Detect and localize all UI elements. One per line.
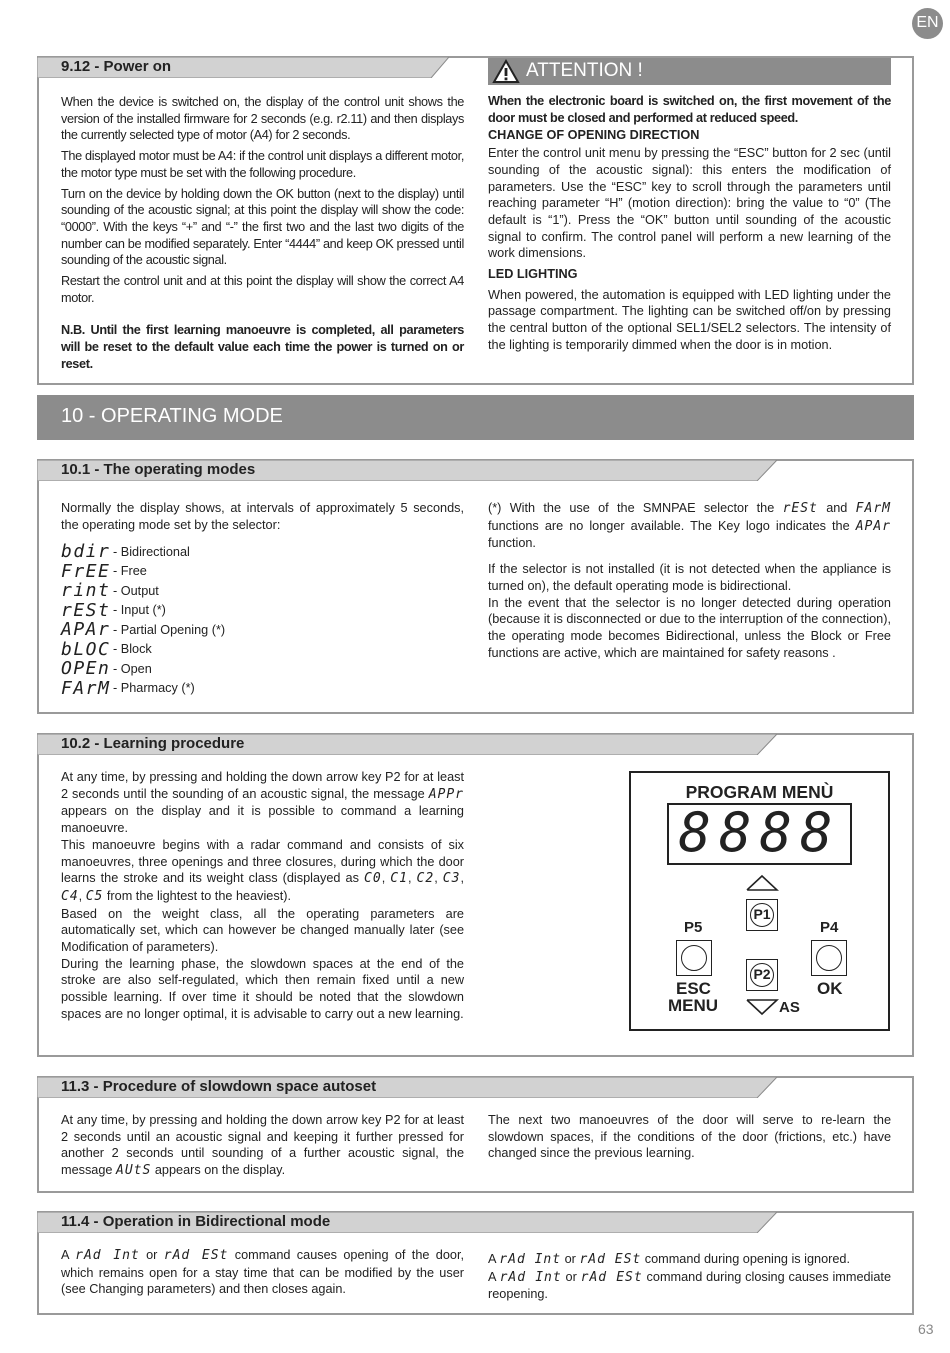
text: appears on the display. (154, 1163, 286, 1178)
section-9-12-text (61, 94, 464, 373)
attention-title: ATTENTION ! (526, 60, 643, 81)
weight-class-code: C2 (416, 871, 435, 887)
mode-code: rint (61, 580, 111, 602)
section-11-3-title: 11.3 - Procedure of slowdown space autoset (61, 1078, 377, 1095)
section-11-4-header (37, 1212, 777, 1232)
mode-description: - Input (*) (113, 603, 166, 618)
mode-description: - Bidirectional (113, 544, 190, 559)
section-11-4-title: 11.4 - Operation in Bidirectional mode (61, 1213, 331, 1230)
list-item (61, 542, 225, 562)
section-10-1-title: 10.1 - The operating modes (61, 461, 256, 478)
down-arrow-icon (745, 998, 779, 1016)
list-item (61, 581, 225, 601)
attention-text (488, 93, 891, 354)
language-badge-label: EN (916, 14, 939, 31)
bidirectional-right-text (488, 1251, 891, 1303)
display-digits: 8888 (678, 801, 841, 864)
paragraph: The displayed motor must be A4: if the control unit displays a different motor, the motor type must be set with the following procedure. (61, 149, 464, 180)
paragraph (61, 1112, 464, 1180)
heading-opening-direction: CHANGE OF OPENING DIRECTION (488, 128, 700, 143)
text: or (146, 1248, 158, 1262)
paragraph (61, 1247, 464, 1298)
weight-class-code: C1 (390, 871, 408, 887)
section-9-12-header (37, 57, 449, 77)
paragraph: When powered, the automation is equipped with LED lighting under the passage compartment. The lighting can be switched off/on by pressing the central button of the optional SEL1/SEL2 selectors. The intensity of the lighting is temporarily dimmed when the door is in motion. (488, 287, 891, 352)
attention-bold: When the electronic board is switched on, the first movement of the door must be closed and performed at reduced speed. (488, 94, 891, 125)
paragraph: Turn on the device by holding down the OK button (next to the display) until sounding of the acoustic signal; at this point the display will show the code: “0000”. With the keys “+” and “-” the first two and the last two digits of the number can be modified separately. Enter “4444” and keep OK pressed until sounding of the acoustic signal. (61, 186, 464, 268)
paragraph: In the event that the selector is no longer detected during operation (because it is disconnected or due to the interruption of the connection), the operating mode becomes Bidirectional, unless the Block or Free functions are active, which are maintained for safety reasons . (488, 595, 891, 660)
p4-label: P4 (820, 919, 839, 936)
weight-class-code: C4 (61, 888, 79, 904)
text: A (488, 1269, 496, 1284)
paragraph (488, 1269, 891, 1303)
esc-label: ESC (676, 979, 711, 998)
chapter-10-title: 10 - OPERATING MODE (61, 405, 283, 427)
heading-led-lighting: LED LIGHTING (488, 267, 578, 282)
list-item (61, 659, 225, 679)
paragraph: When the device is switched on, the display of the control unit shows the version of the installed firmware for 2 seconds (e.g. r2.11) and then displays the currently selected type of motor (A4) for 2 seconds. (61, 95, 464, 143)
p1-label: P1 (753, 906, 771, 922)
display-code: rAd Int (499, 1269, 562, 1285)
paragraph (61, 769, 464, 837)
mode-description: - Free (113, 564, 147, 579)
text: function. (488, 536, 536, 551)
display-code: APPr (428, 786, 464, 802)
up-arrow-icon (745, 874, 779, 892)
list-item (61, 601, 225, 621)
text: command during closing causes immediate reopening. (488, 1269, 892, 1302)
autoset-right-text: The next two manoeuvres of the door will serve to re-learn the slowdown spaces, if the conditions of the door (frictions, etc.) have changed since the previous learning. (488, 1113, 891, 1161)
mode-description: - Output (113, 583, 159, 598)
display-code: rAd Int (75, 1248, 140, 1263)
section-10-2-header (37, 734, 777, 754)
display-code: AUtS (116, 1163, 152, 1179)
paragraph: Restart the control unit and at this point the display will show the correct A4 motor. (61, 274, 464, 305)
display-code: rAd ESt (579, 1252, 642, 1267)
mode-description: - Partial Opening (*) (113, 622, 226, 637)
section-9-12-title: 9.12 - Power on (61, 58, 172, 75)
page-number: 63 (918, 1321, 934, 1337)
section-10-2-title: 10.2 - Learning procedure (61, 735, 245, 752)
section-10-1-header (37, 460, 777, 480)
display-code: rESt (782, 501, 818, 516)
text: appears on the display and it is possible to command a learning manoeuvre. (61, 804, 464, 836)
display-code: rAd ESt (163, 1248, 229, 1263)
mode-description: - Pharmacy (*) (113, 681, 195, 696)
p2-label: P2 (753, 966, 771, 982)
paragraph (488, 1251, 891, 1269)
as-label: AS (779, 999, 800, 1016)
autoset-left-text (61, 1112, 464, 1180)
paragraph: If the selector is not installed (it is not detected when the appliance is turned on), the default operating mode is bidirectional. (488, 562, 891, 593)
display-code: FArM (855, 501, 891, 516)
section-11-3-header (37, 1077, 777, 1097)
list-item (61, 562, 225, 582)
operating-modes-notes (488, 500, 891, 661)
text: or (565, 1269, 577, 1284)
text: This manoeuvre begins with a radar command and consists of six manoeuvres, three openings and three closures, during which the door learns the stroke and its weight class (displayed as (61, 837, 464, 886)
bidirectional-left-text (61, 1247, 464, 1298)
text: A (61, 1248, 69, 1262)
weight-class-code: C0 (364, 871, 382, 887)
weight-class-code: C5 (85, 888, 104, 904)
text: A (488, 1252, 496, 1266)
text: functions are no longer available. The Key logo indicates the (488, 518, 850, 533)
mode-code: bdir (61, 541, 111, 563)
paragraph: This manoeuvre begins with a radar command and consists of six manoeuvres, three openings and three closures, during which the door learns the stroke and its weight class (displayed as C0, C1, C2, C3, C4, C5 from the lightest to the heaviest). (61, 837, 464, 904)
menu-label: MENU (668, 996, 719, 1015)
display-code: APAr (855, 518, 891, 534)
paragraph: Based on the weight class, all the operating parameters are automatically set, which can however be changed manually later (see Modification of parameters). (61, 906, 464, 955)
operating-modes-list (61, 542, 225, 698)
paragraph: Enter the control unit menu by pressing the “ESC” button for 2 sec (until sounding of the acoustic signal): this enters the modification of parameters. Use the “ESC” key to scroll through the parameters until reaching parameter “H” (motion direction): bring the value to “0” (The default is “1”). Press the “OK” button until sounding of the acoustic signal to confirm. The control panel will perform a new learning of the work dimensions. (488, 146, 891, 261)
mode-description: - Block (113, 642, 152, 657)
ok-label: OK (817, 979, 843, 998)
display-code: rAd Int (499, 1252, 562, 1267)
mode-code: APAr (61, 619, 111, 641)
mode-code: FrEE (61, 560, 111, 582)
selector-note (488, 500, 891, 552)
warning-icon (492, 59, 520, 84)
weight-class-code: C3 (442, 871, 461, 887)
display-code: rAd ESt (580, 1269, 643, 1285)
p5-label: P5 (684, 919, 703, 936)
text: from the lightest to the heaviest). (106, 888, 291, 903)
list-item (61, 620, 225, 640)
list-item (61, 640, 225, 660)
text: At any time, by pressing and holding the down arrow key P2 for at least 2 seconds until the sounding of an acoustic signal, the message (61, 770, 464, 801)
program-menu-title: PROGRAM MENÙ (685, 782, 834, 802)
text: and (826, 501, 848, 515)
paragraph: During the learning phase, the slowdown spaces at the end of the stroke are also self-regulated, which then remain fixed until a new possible learning. If over time it should be noted that the slowdown spaces are no longer optimal, it is advisable to carry out a new learning. (61, 956, 464, 1021)
text: command during opening is ignored. (644, 1252, 851, 1266)
operating-modes-intro: Normally the display shows, at intervals of approximately 5 seconds, the operating mode set by the selector: (61, 501, 464, 532)
mode-code: OPEn (61, 658, 111, 680)
mode-description: - Open (113, 661, 152, 676)
learning-procedure-text (61, 769, 464, 1023)
p5-button-circle (681, 945, 707, 971)
mode-code: bLOC (61, 638, 111, 660)
text: command causes opening of the door, which remains open for a stay time that can be modified by the user (see Changing parameters) and then closes again. (61, 1248, 464, 1297)
text: (*) With the use of the SMNPAE selector the (488, 501, 775, 515)
p4-button-circle (816, 945, 842, 971)
text: or (564, 1252, 576, 1266)
mode-code: FArM (61, 677, 111, 699)
list-item (61, 679, 225, 699)
note-bold: N.B. Until the first learning manoeuvre is completed, all parameters will be reset to the default value each time the power is turned on or reset. (61, 323, 464, 371)
text: At any time, by pressing and holding the down arrow key P2 for at least 2 seconds until an acoustic signal and keeping it further pressed for another 2 seconds until sounding of a further acoustic signal, the message (61, 1113, 464, 1178)
mode-code: rESt (61, 599, 111, 621)
